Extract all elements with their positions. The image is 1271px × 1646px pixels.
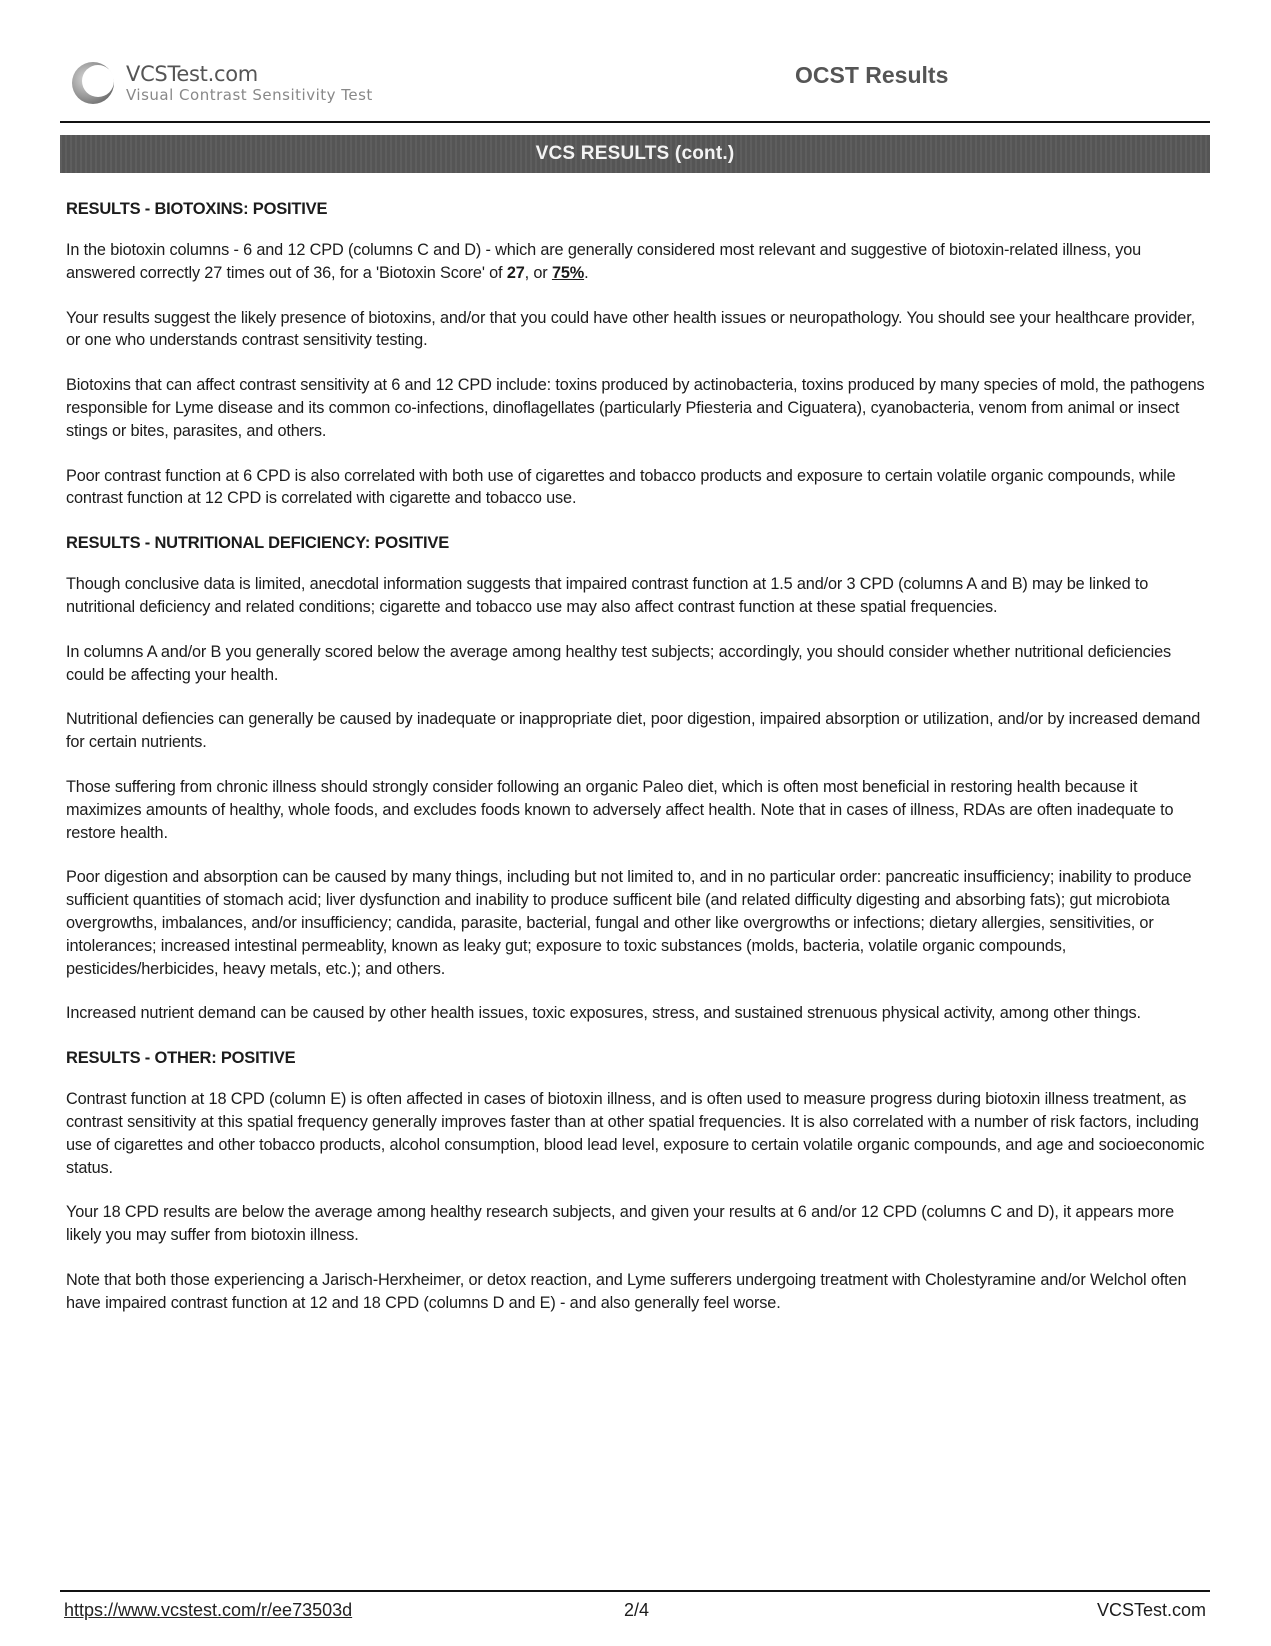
paragraph: Biotoxins that can affect contrast sensitivity at 6 and 12 CPD include: toxins produced by actinobacteria, toxins produced by many species of mold, the pathogens responsible for Lyme disease and its common co-infections, dinoflagellates (particularly Pfiesteria and Ciguatera), cyanobacteria, venom from animal or insect stings or bites, parasites, and others. [66, 376, 1205, 440]
header-divider [60, 121, 1210, 123]
paragraph: Those suffering from chronic illness should strongly consider following an organic Paleo diet, which is often most beneficial in restoring health because it maximizes amounts of healthy, whole foods, and excludes foods known to adversely affect health. Note that in cases of illness, RDAs are often inadequate to restore health. [66, 777, 1174, 842]
paragraph: In columns A and/or B you generally scored below the average among healthy test subjects; accordingly, you should consider whether nutritional deficiencies could be affecting your health. [66, 642, 1172, 684]
paragraph: Nutritional defiencies can generally be caused by inadequate or inappropriate diet, poor digestion, impaired absorption or utilization, and/or by increased demand for certain nutrients. [66, 710, 1201, 752]
section-heading: RESULTS - BIOTOXINS: POSITIVE [66, 200, 328, 218]
score-text-mid: , or [524, 263, 552, 282]
paragraph: Poor digestion and absorption can be caused by many things, including but not limited to, and in no particular order: pancreatic insufficiency; inability to produce sufficient quantities of stomach acid; liver dysfunction and inability to produce sufficent bile (and related difficulty digesting and absorbing fats); gut microbiota overgrowths, imbalances, and/or insufficiency; candida, parasite, bacterial, fungal and other like overgrowths or infections; dietary allergies, sensitivities, or intolerances; increased intestinal permeablity, known as leaky gut; exposure to toxic substances (molds, bacteria, volatile organic compounds, pesticides/herbicides, heavy metals, etc.); and others. [66, 868, 1192, 978]
section-other [66, 1047, 1212, 1314]
paragraph: Though conclusive data is limited, anecdotal information suggests that impaired contrast function at 1.5 and/or 3 CPD (columns A and B) may be linked to nutritional deficiency and related conditions; cigarette and tobacco use may also affect contrast function at these spatial frequencies. [66, 575, 1149, 616]
section-heading: RESULTS - NUTRITIONAL DEFICIENCY: POSITIVE [66, 534, 450, 553]
biotoxin-percent: 75% [551, 263, 585, 282]
paragraph: Contrast function at 18 CPD (column E) is often affected in cases of biotoxin illness, and is often used to measure progress during biotoxin illness treatment, as contrast sensitivity at this spatial frequency generally improves faster than at other spatial frequencies. It is also correlated with a number of risk factors, including use of cigarettes and other tobacco products, alcohol consumption, blood lead level, exposure to certain volatile organic compounds, and age and socioeconomic status. [66, 1090, 1205, 1177]
score-text-before: In the biotoxin columns - 6 and 12 CPD (columns C and D) - which are generally considered most relevant and suggestive of biotoxin-related illness, you answered correctly 27 times out of 36, for a 'Biotoxin Score' of [66, 241, 1142, 282]
banner-title: VCS RESULTS (cont.) [535, 143, 735, 164]
paragraph: Increased nutrient demand can be caused by other health issues, toxic exposures, stress, and sustained strenuous physical activity, among other things. [66, 1004, 1141, 1023]
section-banner [60, 135, 1210, 173]
footer-divider [60, 1590, 1210, 1592]
section-biotoxins [66, 198, 1212, 510]
footer-brand: VCSTest.com [1096, 1600, 1206, 1620]
section-nutritional-deficiency [66, 532, 1212, 1025]
logo-text [126, 62, 373, 104]
logo-title: VCSTest.com [126, 62, 258, 86]
logo-subtitle: Visual Contrast Sensitivity Test [126, 86, 373, 104]
paragraph: Note that both those experiencing a Jarisch-Herxheimer, or detox reaction, and Lyme sufferers undergoing treatment with Cholestyramine and/or Welchol often have impaired contrast function at 12 and 18 CPD (columns D and E) - and also generally feel worse. [66, 1270, 1187, 1312]
page-footer [64, 1598, 1206, 1626]
document-title: OCST Results [795, 62, 949, 88]
score-text-after: . [584, 263, 589, 282]
biotoxin-score: 27 [506, 263, 525, 282]
paragraph: Your 18 CPD results are below the average among healthy research subjects, and given your results at 6 and/or 12 CPD (columns C and D), it appears more likely you may suffer from biotoxin illness. [66, 1203, 1174, 1245]
paragraph: Poor contrast function at 6 CPD is also correlated with both use of cigarettes and tobacco products and exposure to certain volatile organic compounds, while contrast function at 12 CPD is correlated with cigarette and tobacco use. [66, 466, 1176, 508]
results-url-link[interactable]: https://www.vcstest.com/r/ee73503d [64, 1600, 353, 1620]
page-header [60, 52, 1210, 118]
vcstest-logo-icon [70, 60, 116, 106]
paragraph: Your results suggest the likely presence of biotoxins, and/or that you could have other health issues or neuropathology. You should see your healthcare provider, or one who understands contrast sensitivity testing. [66, 308, 1195, 350]
results-content [66, 198, 1212, 1337]
section-heading: RESULTS - OTHER: POSITIVE [66, 1049, 296, 1068]
page-number: 2/4 [624, 1600, 650, 1620]
biotoxin-score-paragraph [66, 239, 1212, 285]
